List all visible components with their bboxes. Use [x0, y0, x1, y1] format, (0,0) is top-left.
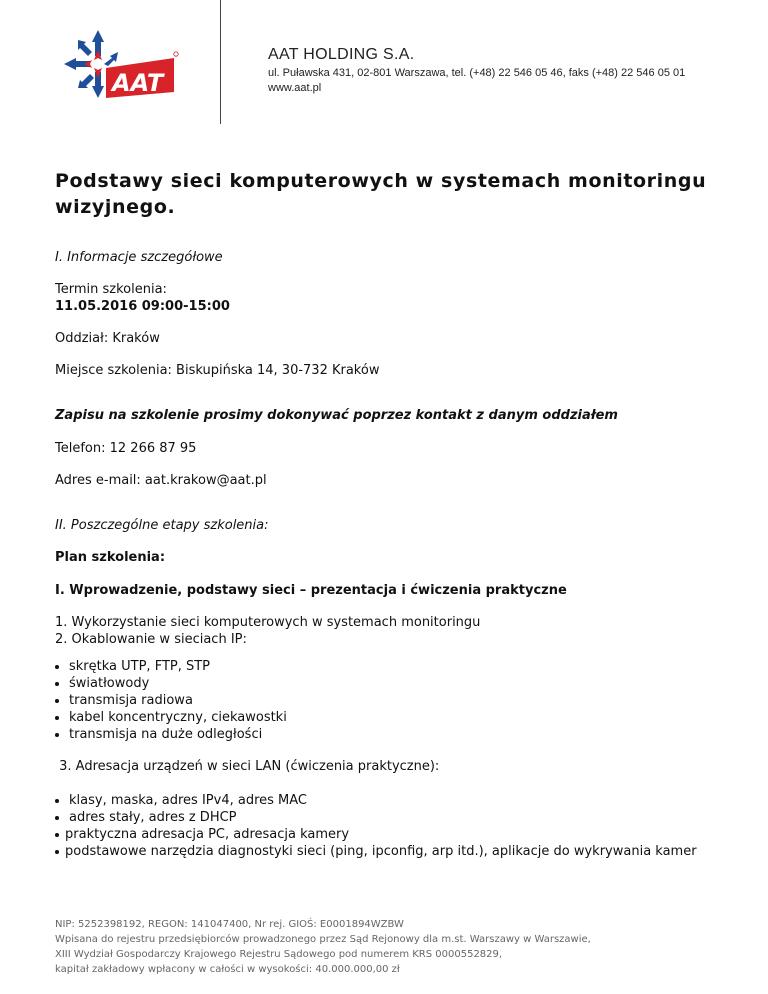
list-item: transmisja radiowa	[55, 692, 287, 709]
company-website[interactable]: www.aat.pl	[268, 82, 322, 94]
miejsce: Miejsce szkolenia: Biskupińska 14, 30-732 Kraków	[55, 363, 380, 378]
plan-label: Plan szkolenia:	[55, 550, 166, 565]
bullet-icon	[55, 799, 59, 803]
list-item: 1. Wykorzystanie sieci komputerowych w systemach monitoringu	[55, 615, 481, 630]
oddzial: Oddział: Kraków	[55, 331, 160, 346]
list-item: adres stały, adres z DHCP	[55, 809, 697, 826]
list-item: kabel koncentryczny, ciekawostki	[55, 709, 287, 726]
part1-title: I. Wprowadzenie, podstawy sieci – prezentacja i ćwiczenia praktyczne	[55, 583, 567, 598]
list-item: podstawowe narzędzia diagnostyki sieci (ping, ipconfig, arp itd.), aplikacje do wykrywania kamer	[55, 843, 697, 860]
document-title: Podstawy sieci komputerowych w systemach monitoringu wizyjnego.	[55, 170, 707, 218]
company-name: AAT HOLDING S.A.	[268, 46, 415, 63]
bullet-icon	[55, 850, 59, 854]
list-item: światłowody	[55, 675, 287, 692]
header-divider	[220, 0, 221, 124]
aat-logo-icon	[60, 28, 190, 102]
list-item: 3. Adresacja urządzeń w sieci LAN (ćwiczenia praktyczne):	[55, 759, 440, 774]
list-item: 2. Okablowanie w sieciach IP:	[55, 632, 247, 647]
zapisy-note: Zapisu na szkolenie prosimy dokonywać poprzez kontakt z danym oddziałem	[55, 408, 618, 423]
aat-logo	[60, 28, 190, 102]
footer-line: Wpisana do rejestru przedsiębiorców prowadzonego przez Sąd Rejonowy dla m.st. Warszawy w Warszawie,	[55, 934, 591, 945]
list-item: praktyczna adresacja PC, adresacja kamery	[55, 826, 697, 843]
footer-line: XIII Wydział Gospodarczy Krajowego Rejestru Sądowego pod numerem KRS 0000552829,	[55, 949, 503, 960]
bullet-icon	[55, 733, 59, 737]
footer-line: kapitał zakładowy wpłacony w całości w wysokości: 40.000.000,00 zł	[55, 964, 400, 975]
footer-line: NIP: 5252398192, REGON: 141047400, Nr rej. GIOŚ: E0001894WZBW	[55, 919, 404, 930]
list-item: skrętka UTP, FTP, STP	[55, 658, 287, 675]
email: Adres e-mail: aat.krakow@aat.pl	[55, 473, 267, 488]
termin-value: 11.05.2016 09:00-15:00	[55, 299, 230, 314]
svg-text:AAT: AAT	[112, 69, 164, 97]
bullet-icon	[55, 665, 59, 669]
section1-heading: I. Informacje szczegółowe	[55, 250, 223, 265]
bullet-icon	[55, 716, 59, 720]
bullet-icon	[55, 833, 59, 837]
addressing-list	[55, 792, 697, 860]
list-item: transmisja na duże odległości	[55, 726, 287, 743]
bullet-icon	[55, 682, 59, 686]
bullet-icon	[55, 699, 59, 703]
list-item: klasy, maska, adres IPv4, adres MAC	[55, 792, 697, 809]
section2-heading: II. Poszczególne etapy szkolenia:	[55, 518, 269, 533]
bullet-icon	[55, 816, 59, 820]
termin-label: Termin szkolenia:	[55, 282, 167, 297]
cabling-list	[55, 658, 287, 743]
telefon: Telefon: 12 266 87 95	[55, 441, 197, 456]
footer	[55, 917, 591, 977]
company-address: ul. Puławska 431, 02-801 Warszawa, tel. (+48) 22 546 05 46, faks (+48) 22 546 05 01	[268, 67, 686, 79]
